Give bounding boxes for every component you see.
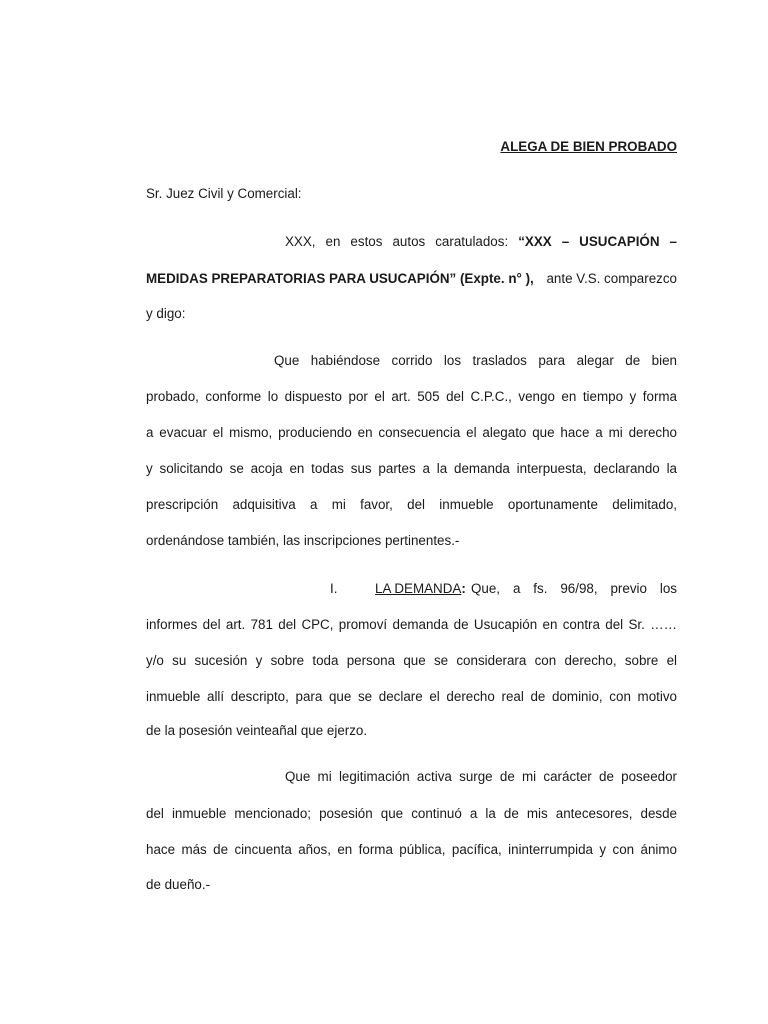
section-1-line-3: y/o su sucesión y sobre toda persona que se considerara con derecho, sobre el — [146, 653, 677, 668]
document-title: ALEGA DE BIEN PROBADO — [500, 139, 677, 154]
p1-line-1: Que habiéndose corrido los traslados para alegar de bien — [274, 353, 677, 368]
section-1-number: I. — [330, 581, 338, 596]
p1-line-3: a evacuar el mismo, produciendo en consecuencia el alegato que hace a mi derecho — [146, 425, 677, 440]
p2-line-2: del inmueble mencionado; posesión que continuó a la de mis antecesores, desde — [146, 806, 677, 821]
section-1-line-4: inmueble allí descripto, para que se declare el derecho real de dominio, con motivo — [146, 689, 677, 704]
intro-line-1: XXX, en estos autos caratulados: “XXX – USUCAPIÓN – — [285, 234, 677, 249]
section-1-first-line — [146, 580, 677, 600]
p1-line-2: probado, conforme lo dispuesto por el art. 505 del C.P.C., vengo en tiempo y forma — [146, 389, 677, 404]
section-1-line-1-text: Que, a fs. 96/98, previo los — [471, 581, 677, 596]
p2-line-3: hace más de cincuenta años, en forma pública, pacífica, ininterrumpida y con ánimo — [146, 842, 677, 857]
intro-line-2: MEDIDAS PREPARATORIAS PARA USUCAPIÓN” (Expte. n° ), ante V.S. comparezco — [146, 271, 677, 286]
p2-line-4: de dueño.- — [146, 877, 211, 892]
section-1-line-5: de la posesión veinteañal que ejerzo. — [146, 723, 368, 738]
intro-line-3: y digo: — [146, 306, 186, 321]
p1-line-6: ordenándose también, las inscripciones pertinentes.- — [146, 533, 460, 548]
section-1-heading: LA DEMANDA: — [375, 581, 466, 596]
salutation: Sr. Juez Civil y Comercial: — [146, 186, 302, 201]
document-page — [146, 0, 677, 1024]
p2-line-1: Que mi legitimación activa surge de mi carácter de poseedor — [285, 769, 677, 784]
p1-line-4: y solicitando se acoja en todas sus partes a la demanda interpuesta, declarando la — [146, 461, 677, 476]
p1-line-5: prescripción adquisitiva a mi favor, del inmueble oportunamente delimitado, — [146, 497, 677, 512]
section-1-line-2: informes del art. 781 del CPC, promoví demanda de Usucapión en contra del Sr. …… — [146, 617, 677, 632]
